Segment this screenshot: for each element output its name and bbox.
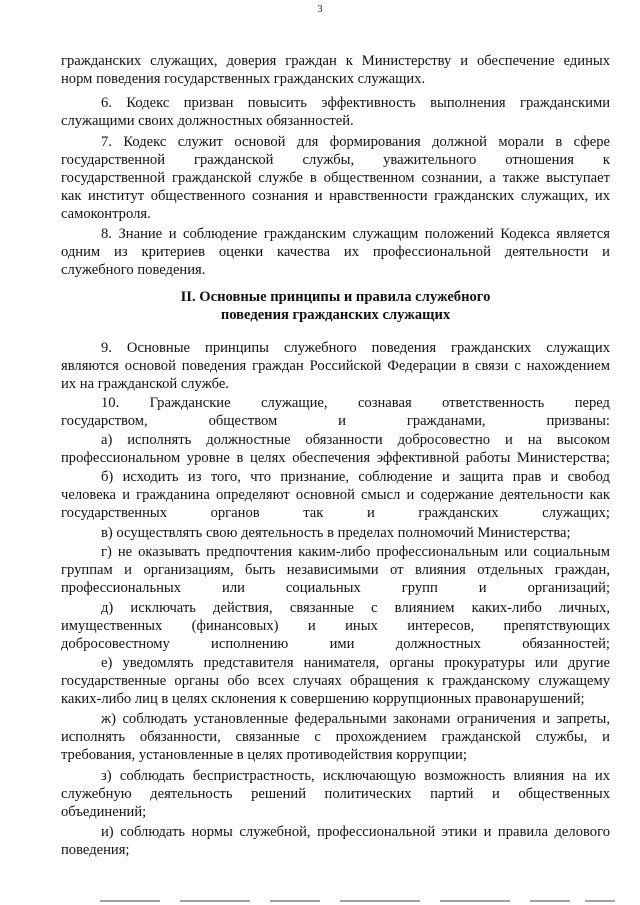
text-line: профессиональных или социальных групп и организаций; [61,580,610,596]
text-line: государственных органов так и гражданских служащих; [61,505,610,521]
text-line: з) соблюдать беспристрастность, исключающую возможность влияния на их [101,768,610,784]
text-line: добросовестному исполнению ими должностных обязанностей; [61,636,610,652]
text-line: одним из критериев оценки качества их профессиональной деятельности и [61,244,610,260]
text-line: 8. Знание и соблюдение гражданским служащим положений Кодекса является [101,226,610,242]
text-line: государством, обществом и гражданами, призваны: [61,413,610,429]
text-line: 6. Кодекс призван повысить эффективность выполнения гражданскими [101,95,610,111]
text-line: д) исключать действия, связанные с влиянием каких-либо личных, [101,600,610,616]
text-line: исполнять обязанности, связанные с прохождением гражданской службы, и [61,729,610,745]
scan-artifact-strip [60,897,620,905]
text-line: профессиональном уровне в целях обеспечения эффективной работы Министерства; [61,450,610,466]
text-line: 7. Кодекс служит основой для формирования должной морали в сфере [101,134,610,150]
text-line: государственной гражданской службы, уважительного отношения к [61,152,610,168]
text-line: е) уведомлять представителя нанимателя, органы прокуратуры или другие [101,655,610,671]
text-line: группам и организациям, быть независимыми от влияния отдельных граждан, [61,562,610,578]
text-line: объединений; [61,804,147,820]
text-line: г) не оказывать предпочтения каким-либо профессиональным или социальным [101,544,610,560]
text-line: имущественных (финансовых) и иных интересов, препятствующих [61,618,610,634]
text-line: как институт общественного сознания и нравственности гражданских служащих, их [61,188,610,204]
text-line: и) соблюдать нормы служебной, профессиональной этики и правила делового [101,824,610,840]
text-line: каких-либо лиц в целях склонения к совершению коррупционных правонарушений; [61,691,585,707]
text-line: требования, установленные в целях противодействия коррупции; [61,747,467,763]
text-line: их на гражданской службе. [61,376,229,392]
text-line: служащими своих должностных обязанностей. [61,113,354,129]
section-heading-line: поведения гражданских служащих [220,307,451,323]
text-line: гражданских служащих, доверия граждан к Министерству и обеспечение единых [61,53,610,69]
text-line: а) исполнять должностные обязанности добросовестно и на высоком [101,432,610,448]
text-line: самоконтроля. [61,206,151,222]
text-line: в) осуществлять свою деятельность в пределах полномочий Министерства; [101,525,571,541]
section-heading-line: II. Основные принципы и правила служебного [180,289,491,305]
text-line: человека и гражданина определяют основной смысл и содержание деятельности как [61,487,610,503]
text-line: поведения; [61,842,130,858]
text-line: ж) соблюдать установленные федеральными законами ограничения и запреты, [101,711,610,727]
text-line: являются основой поведения граждан Российской Федерации в связи с нахождением [61,358,610,374]
text-line: служебного поведения. [61,262,206,278]
text-line: государственные органы обо всех случаях обращения к гражданскому служащему [61,673,610,689]
page-number: 3 [317,4,323,15]
text-line: б) исходить из того, что признание, соблюдение и защита прав и свобод [101,469,610,485]
text-line: государственной гражданской службе в общественном сознании, а также выступает [61,170,610,186]
text-line: норм поведения государственных гражданских служащих. [61,71,426,87]
text-line: 9. Основные принципы служебного поведения гражданских служащих [101,340,610,356]
text-line: служебную деятельность решений политических партий и общественных [61,786,610,802]
text-line: 10. Гражданские служащие, сознавая ответственность перед [101,395,610,411]
